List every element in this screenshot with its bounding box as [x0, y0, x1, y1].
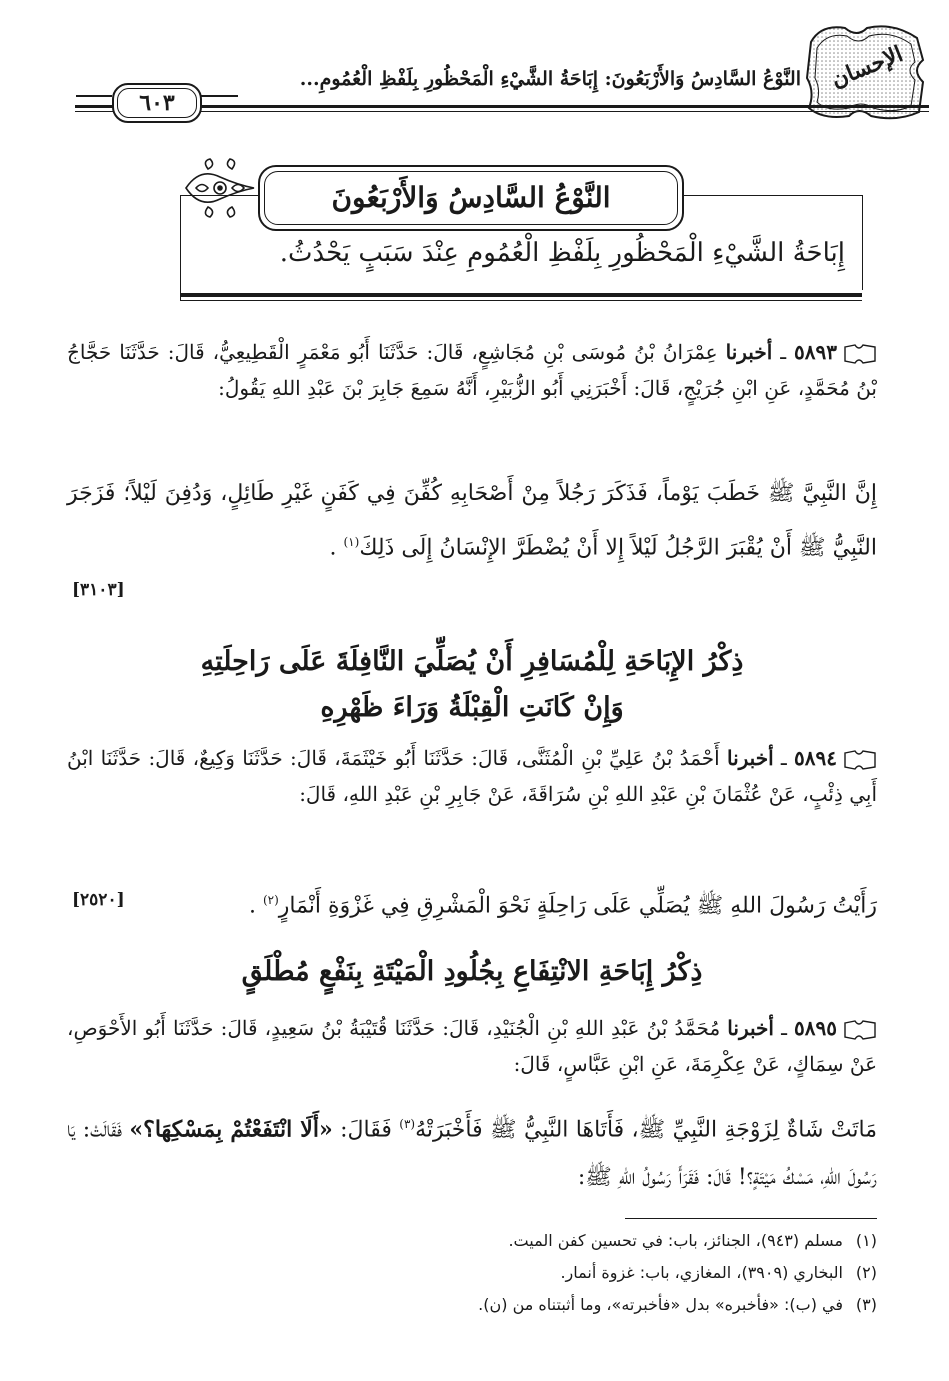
section-title-1-line2: وَإِنْ كَانَتِ الْقِبْلَةُ وَرَاءَ ظَهْرِهِ [320, 692, 624, 723]
hadith-number: ٥٨٩٥ [794, 1016, 838, 1040]
hadith-matn-5893 [67, 470, 877, 572]
hadith-marker-icon [843, 749, 877, 771]
chapter-rule-thin [180, 300, 862, 301]
section-title-1-line1: ذِكْرُ الإِبَاحَةِ لِلْمُسَافِرِ أَنْ يُصَلِّيَ النَّافِلَةَ عَلَى رَاحِلَتِهِ [200, 646, 744, 677]
section-title-2: ذِكْرُ إِبَاحَةِ الانْتِفَاعِ بِجُلُودِ الْمَيْتَةِ بِنَفْعٍ مُطْلَقٍ [241, 956, 703, 987]
matn-end: . [248, 893, 256, 919]
matn-end: . [329, 535, 337, 561]
chapter-rule [180, 293, 862, 297]
page-number-lines-left [76, 95, 112, 107]
matn-text: مَاتَتْ شَاةٌ لِزَوْجَةِ النَّبِيِّ ﷺ، فَأَتَاهَا النَّبِيُّ ﷺ فَأَخْبَرَتْهُ [415, 1117, 877, 1143]
matn-text: رَأَيْتُ رَسُولَ اللهِ ﷺ يُصَلِّي عَلَى رَاحِلَةٍ نَحْوَ الْمَشْرِقِ فِي غَزْوَةِ أَنْمَارٍ [278, 893, 877, 919]
akhbarana-label: أخبرنا [727, 1016, 774, 1040]
isnad-text: مُحَمَّدُ بْنُ عَبْدِ اللهِ بْنِ الْجُنَيْدِ، قَالَ: حَدَّثَنَا قُتَيْبَةُ بْنُ سَعِيدٍ، قَالَ: حَدَّثَنَا أَبُو الأَحْوَصِ، عَنْ سِمَاكٍ، عَنْ عِكْرِمَةَ، عَنِ ابْنِ عَبَّاسٍ، قَالَ: [67, 1016, 877, 1076]
chapter-frame-right [862, 195, 863, 290]
corner-label: الإحسان [827, 40, 907, 94]
page-number: ٦٠٣ [112, 83, 202, 123]
matn-text-3: فَقَالَتْ: يَا رَسُولَ اللهِ، مَسْكُ مَيْتَةٍ؟! قَالَ: فَقَرَأَ رَسُولُ اللهِ ﷺ: [67, 1117, 877, 1191]
akhbarana-label: أخبرنا [725, 340, 773, 364]
footnote-mark: (٣) [399, 1117, 416, 1131]
chapter-title: النَّوْعُ السَّادِسُ وَالأَرْبَعُونَ [258, 165, 684, 231]
footnote-1 [67, 1228, 877, 1254]
footnote-text: البخاري (٣٩٠٩)، المغازي، باب: غزوة أنمار. [560, 1263, 843, 1282]
floral-ornament-icon [180, 157, 260, 219]
footnote-rule [625, 1218, 877, 1219]
running-title: النَّوْعُ السَّادِسُ وَالأَرْبَعُونَ: إِبَاحَةُ الشَّيْءِ الْمَحْظُورِ بِلَفْظِ الْعُمُومِ... [299, 68, 801, 90]
hadith-number: ٥٨٩٣ [794, 340, 838, 364]
page-number-lines-right [198, 95, 238, 107]
footnote-mark: (٢) [262, 893, 279, 907]
isnad-text: أَحْمَدُ بْنُ عَلِيِّ بْنِ الْمُثَنَّى، قَالَ: حَدَّثَنَا أَبُو خَيْثَمَةَ، قَالَ: حَدَّثَنَا وَكِيعٌ، قَالَ: حَدَّثَنَا ابْنُ أَبِي ذِئْبٍ، عَنْ عُثْمَانَ بْنِ عَبْدِ اللهِ بْنِ سُرَاقَةَ، عَنْ جَابِرِ بْنِ عَبْدِ اللهِ، قَالَ: [67, 746, 877, 806]
reference-number: [٣١٠٣] [72, 580, 125, 600]
hadith-isnad-5894: ٥٨٩٤ ـ أخبرنا أَحْمَدُ بْنُ عَلِيِّ بْنِ الْمُثَنَّى، قَالَ: حَدَّثَنَا أَبُو خَيْثَمَةَ، قَالَ: حَدَّثَنَا وَكِيعٌ، قَالَ: حَدَّثَنَا ابْنُ أَبِي ذِئْبٍ، عَنْ عُثْمَانَ بْنِ عَبْدِ اللهِ بْنِ سُرَاقَةَ، عَنْ جَابِرِ بْنِ عَبْدِ اللهِ، قَالَ: [67, 746, 877, 806]
hadith-marker-icon [843, 1019, 877, 1041]
footnote-3 [67, 1292, 877, 1318]
reference-number: [٢٥٢٠] [72, 890, 125, 910]
footnote-number: (١) [855, 1231, 877, 1250]
prophet-quote: «أَلَا انْتَفَعْتُمْ بِمَسْكِهَا؟» [129, 1116, 333, 1143]
chapter-subtitle: إِبَاحَةُ الشَّيْءِ الْمَحْظُورِ بِلَفْظِ الْعُمُومِ عِنْدَ سَبَبٍ يَحْدُثُ. [279, 238, 845, 268]
hadith-matn-5894 [187, 876, 877, 930]
footnote-2 [67, 1260, 877, 1286]
footnote-mark: (١) [343, 535, 360, 549]
footnote-number: (٣) [855, 1295, 877, 1314]
footnote-number: (٢) [855, 1263, 877, 1282]
hadith-number: ٥٨٩٤ [794, 746, 838, 770]
corner-ornament-badge [801, 20, 929, 124]
isnad-text: عِمْرَانُ بْنُ مُوسَى بْنِ مُجَاشِعٍ، قَالَ: حَدَّثَنَا أَبُو مَعْمَرٍ الْقَطِيعِيُّ، قَالَ: حَدَّثَنَا حَجَّاجُ بْنُ مُحَمَّدٍ، عَنِ ابْنِ جُرَيْجٍ، قَالَ: أَخْبَرَنِي أَبُو الزُّبَيْرِ، أَنَّهُ سَمِعَ جَابِرَ بْنَ عَبْدِ اللهِ يَقُولُ: [67, 340, 877, 400]
hadith-matn-5895 [67, 1100, 877, 1202]
hadith-isnad-5895: ٥٨٩٥ ـ أخبرنا مُحَمَّدُ بْنُ عَبْدِ اللهِ بْنِ الْجُنَيْدِ، قَالَ: حَدَّثَنَا قُتَيْبَةُ بْنُ سَعِيدٍ، قَالَ: حَدَّثَنَا أَبُو الأَحْوَصِ، عَنْ سِمَاكٍ، عَنْ عِكْرِمَةَ، عَنِ ابْنِ عَبَّاسٍ، قَالَ: [67, 1016, 877, 1076]
footnote-text: في (ب): «فأخبره» بدل «فأخبرته»، وما أثبتناه من (ن). [478, 1295, 843, 1314]
header-rule-thin [75, 111, 929, 112]
hadith-marker-icon [843, 343, 877, 365]
akhbarana-label: أخبرنا [726, 746, 774, 770]
footnote-text: مسلم (٩٤٣)، الجنائز، باب: في تحسين كفن الميت. [508, 1231, 843, 1250]
matn-text: إِنَّ النَّبِيَّ ﷺ خَطَبَ يَوْماً، فَذَكَرَ رَجُلاً مِنْ أَصْحَابِهِ كُفِّنَ فِي كَفَنٍ غَيْرِ طَائِلٍ، وَدُفِنَ لَيْلاً؛ فَزَجَرَ النَّبِيُّ ﷺ أَنْ يُقْبَرَ الرَّجُلُ لَيْلاً إِلا أَنْ يُضْطَرَّ الإِنْسَانُ إِلَى ذَلِكَ [67, 481, 877, 561]
matn-text-2: فَقَالَ: [332, 1117, 400, 1143]
hadith-isnad-5893: ٥٨٩٣ ـ أخبرنا عِمْرَانُ بْنُ مُوسَى بْنِ مُجَاشِعٍ، قَالَ: حَدَّثَنَا أَبُو مَعْمَرٍ الْقَطِيعِيُّ، قَالَ: حَدَّثَنَا حَجَّاجُ بْنُ مُحَمَّدٍ، عَنِ ابْنِ جُرَيْجٍ، قَالَ: أَخْبَرَنِي أَبُو الزُّبَيْرِ، أَنَّهُ سَمِعَ جَابِرَ بْنَ عَبْدِ اللهِ يَقُولُ: [67, 340, 877, 400]
